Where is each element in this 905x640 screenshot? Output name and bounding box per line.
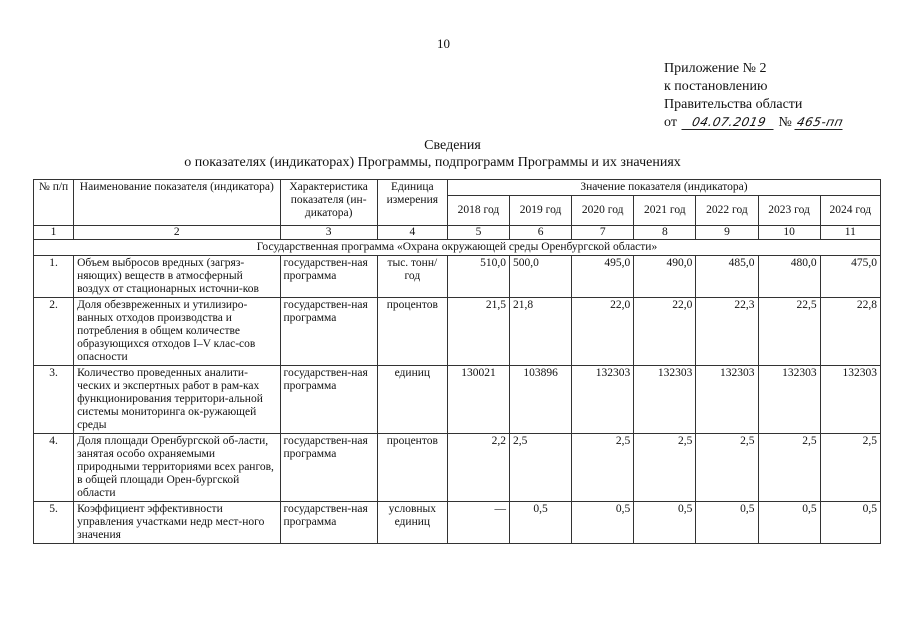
row-value: 132303 [634,366,696,434]
table-row [34,366,881,434]
row-characteristic: государствен-ная программа [280,298,377,366]
row-characteristic: государствен-ная программа [280,502,377,544]
header-characteristic: Характеристика показателя (ин-дикатора) [280,180,377,226]
row-unit: тыс. тонн/год [377,256,447,298]
header-unit: Единица измерения [377,180,447,226]
header-num: № п/п [34,180,74,226]
appendix-line-3: Правительства области [664,97,803,112]
row-value: 22,0 [572,298,634,366]
row-value: 480,0 [758,256,820,298]
table-row [34,434,881,502]
appendix-date-line [664,114,844,132]
row-value: 22,0 [634,298,696,366]
row-value: 132303 [696,366,758,434]
table-row [34,256,881,298]
row-value: 2,2 [447,434,509,502]
row-unit: единиц [377,366,447,434]
column-number: 10 [758,226,820,240]
document-subtitle: о показателях (индикаторах) Программы, подпрограмм Программы и их значениях [184,155,681,170]
row-value: 21,5 [447,298,509,366]
column-number: 1 [34,226,74,240]
row-value: 132303 [572,366,634,434]
section-title: Государственная программа «Охрана окружающей среды Оренбургской области» [34,240,881,256]
column-number: 5 [447,226,509,240]
header-year: 2019 год [510,196,572,226]
row-value: 495,0 [572,256,634,298]
row-value: 103896 [510,366,572,434]
handwritten-date: 04.07.2019 [681,115,776,130]
row-value: 2,5 [572,434,634,502]
column-number: 11 [820,226,880,240]
header-row [34,180,881,196]
row-value: 510,0 [447,256,509,298]
column-number-row [34,226,881,240]
row-name: Объем выбросов вредных (загряз-няющих) веществ в атмосферный воздух от стационарных источни-ков [74,256,280,298]
page-number: 10 [437,36,450,51]
row-value: 500,0 [510,256,572,298]
row-value: 2,5 [634,434,696,502]
row-num: 1. [34,256,74,298]
row-value: 2,5 [696,434,758,502]
row-name: Доля площади Оренбургской об-ласти, занятая особо охраняемыми природными территориями всех рангов, в общей площади Орен-бургской области [74,434,280,502]
column-number: 9 [696,226,758,240]
row-value: 130021 [447,366,509,434]
row-name: Доля обезвреженных и утилизиро-ванных отходов производства и потребления в общем количестве образующихся отходов I–V клас-сов опасности [74,298,280,366]
row-value: 0,5 [572,502,634,544]
header-year: 2022 год [696,196,758,226]
number-label: № [778,115,792,130]
from-label: от [664,115,677,130]
row-value: 490,0 [634,256,696,298]
row-num: 4. [34,434,74,502]
row-value: 0,5 [510,502,572,544]
header-year: 2018 год [447,196,509,226]
header-year: 2023 год [758,196,820,226]
column-number: 8 [634,226,696,240]
row-value: 485,0 [696,256,758,298]
row-unit: процентов [377,434,447,502]
header-year: 2021 год [634,196,696,226]
header-name: Наименование показателя (индикатора) [74,180,280,226]
row-value: 2,5 [820,434,880,502]
row-num: 3. [34,366,74,434]
row-value: 132303 [820,366,880,434]
row-value: 0,5 [696,502,758,544]
appendix-line-2: к постановлению [664,79,768,94]
table-row [34,502,881,544]
row-unit: процентов [377,298,447,366]
row-characteristic: государствен-ная программа [280,434,377,502]
table-row [34,298,881,366]
row-value: 475,0 [820,256,880,298]
indicators-table [33,179,881,544]
row-num: 2. [34,298,74,366]
row-value: 21,8 [510,298,572,366]
column-number: 4 [377,226,447,240]
column-number: 7 [572,226,634,240]
row-value: 2,5 [758,434,820,502]
row-value: — [447,502,509,544]
row-name: Коэффициент эффективности управления участками недр мест-ного значения [74,502,280,544]
appendix-line-1: Приложение № 2 [664,61,767,76]
column-number: 2 [74,226,280,240]
column-number: 3 [280,226,377,240]
document-title: Сведения [424,138,481,153]
appendix-block [664,60,844,132]
handwritten-number: 465-пп [795,115,845,129]
row-name: Количество проведенных аналити-ческих и экспертных работ в рам-ках функционирования территори-альной системы мониторинга ок-ружающей среды [74,366,280,434]
row-value: 22,3 [696,298,758,366]
row-value: 0,5 [820,502,880,544]
row-characteristic: государствен-ная программа [280,366,377,434]
row-value: 22,8 [820,298,880,366]
header-year: 2024 год [820,196,880,226]
row-characteristic: государствен-ная программа [280,256,377,298]
row-unit: условных единиц [377,502,447,544]
row-value: 0,5 [634,502,696,544]
row-num: 5. [34,502,74,544]
column-number: 6 [510,226,572,240]
row-value: 22,5 [758,298,820,366]
row-value: 2,5 [510,434,572,502]
header-year: 2020 год [572,196,634,226]
header-value-group: Значение показателя (индикатора) [447,180,880,196]
section-row [34,240,881,256]
row-value: 132303 [758,366,820,434]
row-value: 0,5 [758,502,820,544]
